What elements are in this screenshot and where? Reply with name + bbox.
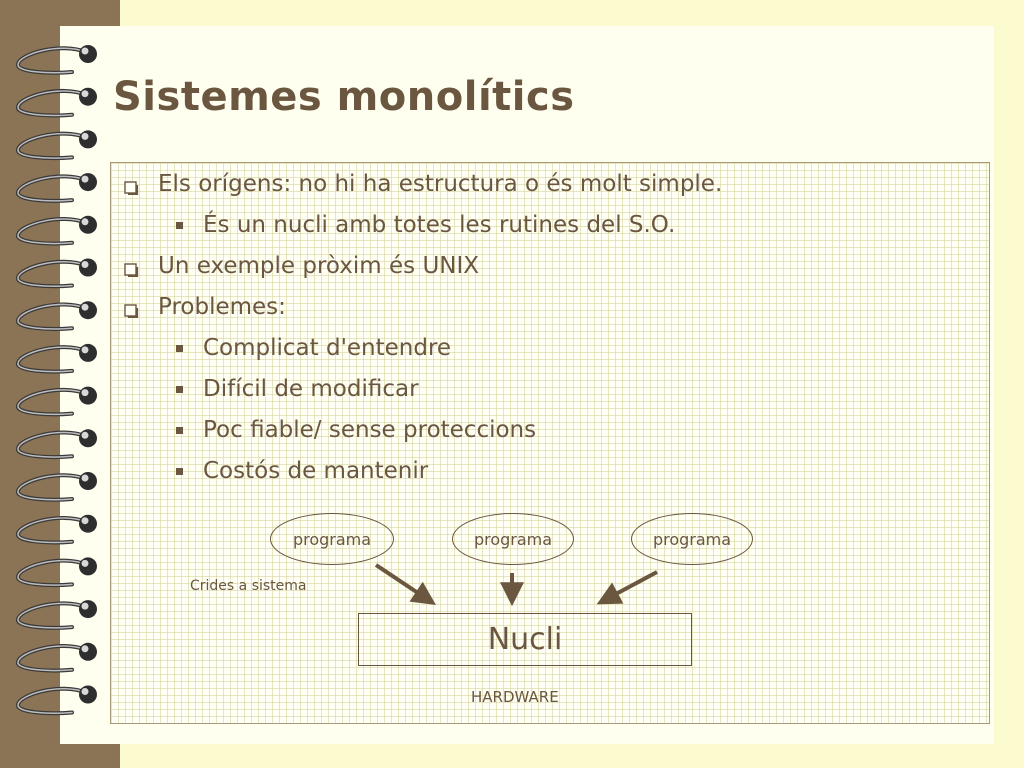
slide-title: Sistemes monolítics [113, 74, 575, 120]
bullet-text: Un exemple pròxim és UNIX [158, 253, 480, 279]
program-label: programa [473, 529, 553, 549]
kernel-box [358, 613, 692, 666]
checkbox-square-icon [124, 257, 140, 273]
square-bullet-icon [176, 386, 183, 393]
program-oval [270, 513, 394, 565]
sub-bullet-item [176, 376, 419, 402]
bullet-item [124, 171, 722, 197]
spiral-binding [0, 0, 120, 768]
square-bullet-icon [176, 345, 183, 352]
square-bullet-icon [176, 222, 183, 229]
sub-bullet-item [176, 458, 428, 484]
spiral-ring-icon [18, 387, 97, 415]
bullet-text: És un nucli amb totes les rutines del S.O. [203, 212, 676, 238]
bullet-item [124, 294, 286, 320]
program-label: programa [292, 529, 372, 549]
spiral-ring-icon [18, 600, 97, 628]
spiral-ring-icon [18, 45, 97, 73]
spiral-ring-icon [18, 216, 97, 244]
spiral-ring-icon [18, 259, 97, 287]
bullet-text: Costós de mantenir [203, 458, 429, 484]
program-oval [631, 513, 753, 565]
bullet-text: Problemes: [158, 294, 286, 320]
spiral-ring-icon [18, 472, 97, 500]
hardware-label: HARDWARE [471, 688, 559, 706]
square-bullet-icon [176, 468, 183, 475]
kernel-label: Nucli [487, 622, 563, 657]
spiral-ring-icon [18, 130, 97, 158]
sub-bullet-item [176, 212, 675, 238]
sub-bullet-item [176, 335, 451, 361]
spiral-ring-icon [18, 173, 97, 201]
spiral-ring-icon [18, 643, 97, 671]
spiral-ring-icon [18, 557, 97, 585]
bullet-text: Complicat d'entendre [203, 335, 452, 361]
checkbox-square-icon [124, 298, 140, 314]
square-bullet-icon [176, 427, 183, 434]
bullet-text: Poc fiable/ sense proteccions [203, 417, 537, 443]
spiral-ring-icon [18, 88, 97, 116]
program-oval [452, 513, 574, 565]
spiral-ring-icon [18, 429, 97, 457]
bullet-text: Els orígens: no hi ha estructura o és molt simple. [158, 171, 723, 197]
spiral-ring-icon [18, 686, 97, 714]
checkbox-square-icon [124, 175, 140, 191]
program-label: programa [652, 529, 732, 549]
spiral-ring-icon [18, 515, 97, 543]
bullet-text: Difícil de modificar [203, 376, 419, 402]
spiral-ring-icon [18, 344, 97, 372]
bullet-item [124, 253, 479, 279]
system-calls-label: Crides a sistema [190, 578, 307, 594]
spiral-ring-icon [18, 301, 97, 329]
sub-bullet-item [176, 417, 536, 443]
